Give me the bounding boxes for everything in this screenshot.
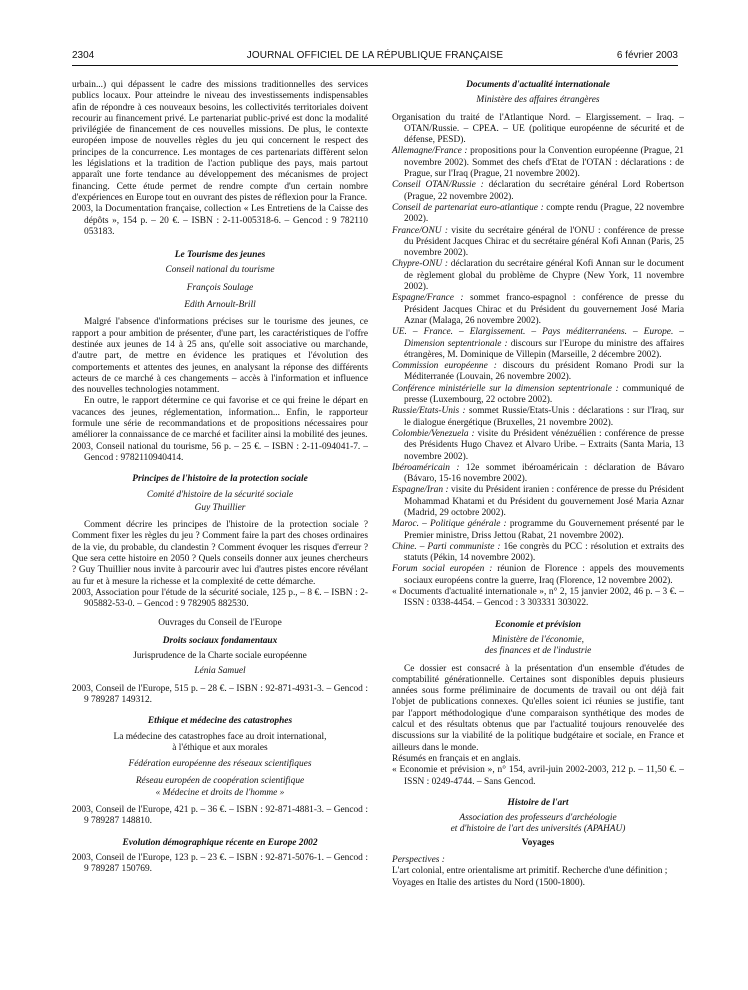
protection-title: Principes de l'histoire de la protection sociale	[132, 474, 308, 485]
docs-entry	[392, 485, 684, 519]
docs-entry-text: 12e sommet ibéroaméricain : déclaration de Bávaro (Bávaro, 15-16 novembre 2002).	[404, 462, 685, 485]
docs-entry-label: Colombie/Venezuela :	[392, 428, 475, 439]
publication-date: 6 février 2003	[616, 50, 678, 61]
docs-entry-label: Allemagne/France :	[392, 146, 468, 157]
docs-entry	[392, 226, 684, 260]
docs-entry-label: Chypre-ONU :	[392, 259, 449, 270]
droits-subtitle: Jurisprudence de la Charte sociale européenne	[133, 651, 307, 662]
evolution-title: Evolution démographique récente en Europe 2002	[122, 837, 318, 848]
docs-entry-text: 16e congrès du PCC : résolution et extraits des statuts (Pékin, 14 novembre 2002).	[404, 541, 684, 564]
docs-entry	[392, 519, 684, 542]
docs-entry-text: réunion de Florence : appels des mouvements sociaux européens contre la guerre, Iraq (Florence, 12 novembre 2002).	[404, 564, 684, 586]
docs-entry-text: visite du Président vénézuélien : conférence de presse des Présidents Hugo Chavez et Alvaro Uribe. – Extraits (Santa Maria, 13 novembre 2002).	[404, 428, 684, 462]
ethique-title: Ethique et médecine des catastrophes	[147, 716, 293, 727]
docs-entry	[392, 113, 684, 147]
docs-entry-label: France/ONU :	[392, 225, 448, 236]
docs-entries	[392, 113, 684, 587]
docs-title: Documents d'actualité internationale	[466, 80, 610, 90]
protection-org: Comité d'histoire de la sécurité sociale	[146, 489, 294, 500]
right-column	[392, 80, 684, 889]
tourisme-org: Conseil national du tourisme	[165, 265, 275, 276]
docs-entry-label: Conseil de partenariat euro-atlantique :	[392, 202, 544, 213]
docs-entry	[392, 293, 684, 327]
droits-author: Lénia Samuel	[194, 666, 246, 677]
docs-entry-label: Forum social européen :	[392, 564, 493, 575]
docs-entry-text: discours du président Romano Prodi sur la Méditerranée (Louvain, 26 novembre 2002).	[404, 361, 684, 383]
ethique-subtitle-2: à l'éthique et aux morales	[172, 742, 268, 753]
docs-entry	[392, 384, 684, 407]
protection-reference: 2003, Association pour l'étude de la sécurité sociale, 125 p., – 8 €. – ISBN : 2-905882-53-0. – Gencod : 9 782905 882530.	[72, 587, 368, 610]
docs-entry-text: sommet Russie/Etats-Unis : déclarations : sur l'Iraq, sur le dialogue énergétique (Bruxelles, 21 novembre 2002).	[404, 406, 684, 428]
docs-entry-text: programme du Gouvernement présenté par le Premier ministre, Driss Jettou (Rabat, 21 novembre 2002).	[404, 519, 684, 541]
docs-entry-label: Conseil OTAN/Russie :	[392, 180, 484, 191]
art-subtitle-2: et d'histoire de l'art des universités (APAHAU)	[450, 824, 626, 835]
ethique-org-2: Réseau européen de coopération scientifique	[135, 776, 305, 787]
docs-entry-text: propositions pour la Convention européenne (Prague, 21 novembre 2002). Sommet des chefs d'Etat de l'OTAN : déclarations : de Prague, sur l'Iraq (Prague, 21 novembre 2002).	[404, 146, 684, 180]
docs-entry-text: déclaration du secrétaire général Lord Robertson (Prague, 22 novembre 2002).	[404, 180, 684, 202]
ethique-subtitle-1: La médecine des catastrophes face au droit international,	[113, 731, 327, 742]
intro-reference: 2003, la Documentation française, collection « Les Entretiens de la Caisse des dépôts », 154 p. – 20 €. – ISBN : 2-11-005318-6. – Gencod : 9 782110 053183.	[72, 204, 368, 237]
economie-subtitle-2: des finances et de l'industrie	[484, 646, 592, 657]
evolution-reference: 2003, Conseil de l'Europe, 123 p. – 23 €. – ISBN : 92-871-5076-1. – Gencod : 9 789287 150769.	[72, 852, 368, 875]
tourisme-paragraph-1: Malgré l'absence d'informations précises sur le tourisme des jeunes, ce rapport a pour ambition de présenter, d'une part, les caractéristiques de l'offre destinée aux jeunes de 14 à 25 ans, qu'elle soit associative ou marchande, d'autre part, de mettre en évidence les pratiques et l'évolution des comportements et attentes des jeunes, en analysant la réponse des différents acteurs de ce marché à ces changements – accès à l'information et influence des nouvelles technologies notamment.	[72, 317, 368, 396]
ethique-org-1: Fédération européenne des réseaux scientifiques	[128, 759, 312, 770]
docs-entry-label: Conférence ministérielle sur la dimension septentrionale :	[392, 383, 619, 394]
docs-entry-text: Organisation du traité de l'Atlantique Nord. – Elargissement. – Iraq. – OTAN/Russie. – CPEA. – UE (politique européenne de sécurité et de défense, PESD).	[392, 112, 684, 146]
left-column	[72, 80, 368, 876]
docs-entry	[392, 406, 684, 429]
docs-entry	[392, 327, 684, 361]
docs-entry-label: Espagne/Iran :	[392, 485, 449, 496]
tourisme-paragraph-2: En outre, le rapport détermine ce qui favorise et ce qui freine le départ en vacances des jeunes, réglementation, information... Enfin, le rapporteur formule une série de recommandations et de propositions nécessaires pour améliorer la connaissance de ce marché et faciliter ainsi la mobilité des jeunes.	[72, 396, 368, 441]
docs-entry-label: UE. – France. – Elargissement. – Pays méditerranéens. – Europe. – Dimension septentrionale :	[392, 327, 684, 349]
ethique-org-3: « Médecine et droits de l'homme »	[155, 787, 285, 798]
docs-entry	[392, 203, 684, 226]
docs-subtitle: Ministère des affaires étrangères	[476, 95, 600, 106]
docs-entry	[392, 180, 684, 203]
page-number: 2304	[72, 50, 95, 61]
docs-entry	[392, 463, 684, 486]
droits-reference: 2003, Conseil de l'Europe, 515 p. – 28 €. – ISBN : 92-871-4931-3. – Gencod : 9 789287 149312.	[72, 683, 368, 705]
docs-entry	[392, 542, 684, 565]
intro-paragraph: urbain...) qui dépassent le cadre des missions traditionnelles des services publics locaux. Pour atteindre le niveau des investissements indispensables afin de répondre à ces nouveaux besoins, les collectivités territoriales doivent recourir au financement privé. Le partenariat public-privé est donc la modalité privilégiée de financement de ces nouvelles missions. De plus, le contexte européen impose de nouvelles règles du jeu qui concernent le respect des principes de la concurrence. Les montages de ces partenariats diffèrent selon les législations et la tradition de l'action publique des pays, mais partout apparaît une forte tendance au développement des mécanismes de project financing. Cette étude permet de rendre compte d'un certain nombre d'expériences en Europe tout en ouvrant des pistes de réflexion pour la France.	[72, 80, 368, 203]
art-subtitle-3: Voyages	[521, 837, 555, 848]
protection-author: Guy Thuillier	[194, 502, 246, 513]
economie-reference: « Economie et prévision », n° 154, avril-juin 2002-2003, 212 p. – 11,50 €. – ISSN : 0249-4744. – Sans Gencod.	[392, 765, 684, 787]
docs-entry-text: discours sur l'Europe du ministre des affaires étrangères, M. Dominique de Villepin (Marseille, 2 décembre 2002).	[404, 338, 684, 360]
docs-entry-label: Commission européenne :	[392, 361, 497, 372]
tourisme-title: Le Tourisme des jeunes	[174, 250, 266, 261]
docs-entry-text: visite du secrétaire général de l'ONU : conférence de presse du Président Jacques Chirac et du secrétaire général Kofi Annan (Paris, 25 novembre 2002).	[404, 225, 684, 259]
art-line-1: L'art colonial, entre orientalisme art primitif. Recherche d'une définition ;	[392, 866, 668, 877]
economie-resume: Résumés en français et en anglais.	[392, 753, 521, 764]
art-perspectives: Perspectives :	[392, 855, 445, 865]
art-subtitle-1: Association des professeurs d'archéologie	[459, 813, 617, 824]
docs-entry-label: Ibéroaméricain :	[392, 462, 460, 473]
docs-entry-text: déclaration du secrétaire général Kofi Annan sur le document de règlement global du problème de Chypre (New York, 11 novembre 2002).	[404, 259, 684, 293]
header-rule	[72, 65, 678, 66]
tourisme-reference: 2003, Conseil national du tourisme, 56 p. – 25 €. – ISBN : 2-11-094041-7. – Gencod : 9782110940414.	[72, 441, 368, 463]
tourisme-author-2: Edith Arnoult-Brill	[184, 300, 256, 311]
art-line-2: Voyages en Italie des artistes du Nord (1500-1800).	[392, 877, 586, 888]
docs-entry-text: compte rendu (Prague, 22 novembre 2002).	[404, 202, 684, 225]
journal-title: JOURNAL OFFICIEL DE LA RÉPUBLIQUE FRANÇAISE	[246, 50, 504, 61]
docs-entry-text: communiqué de presse (Luxembourg, 22 octobre 2002).	[404, 383, 684, 406]
docs-reference: « Documents d'actualité internationale », n° 2, 15 janvier 2002, 46 p. – 3 €. – ISSN : 0338-4454. – Gencod : 3 303331 303022.	[392, 587, 684, 609]
economie-paragraph: Ce dossier est consacré à la présentation d'un ensemble d'études de comptabilité générationnelle. Certaines sont disponibles depuis plusieurs années sous forme préliminaire de documents de travail ou ont déjà fait l'objet de publications connexes. Qu'elles soient ici réunies se justifie, tant par l'apport méthodologique d'une comparaison synthétique des modes de calcul et des résultats obtenus que par l'actualité toujours renouvelée des discussions sur la viabilité de la politique budgétaire et sociale, en France et ailleurs dans le monde.	[392, 663, 684, 753]
docs-entry-text: sommet franco-espagnol : conférence de presse du Président Jacques Chirac et du Président du gouvernement José Maria Aznar (Malaga, 26 novembre 2002).	[404, 293, 684, 326]
art-title: Histoire de l'art	[507, 797, 569, 808]
economie-title: Economie et prévision	[495, 619, 581, 630]
docs-entry	[392, 259, 684, 293]
docs-entry-label: Chine. – Parti communiste :	[392, 541, 501, 552]
docs-entry	[392, 564, 684, 587]
droits-title: Droits sociaux fondamentaux	[162, 635, 278, 646]
docs-entry	[392, 429, 684, 463]
ethique-reference: 2003, Conseil de l'Europe, 421 p. – 36 €. – ISBN : 92-871-4881-3. – Gencod : 9 789287 148810.	[72, 805, 368, 827]
docs-entry	[392, 146, 684, 180]
docs-entry-label: Espagne/France :	[392, 293, 464, 304]
docs-entry-label: Maroc. – Politique générale :	[392, 519, 507, 530]
docs-entry	[392, 361, 684, 384]
economie-subtitle-1: Ministère de l'économie,	[492, 634, 584, 645]
page-header	[72, 50, 678, 64]
docs-entry-text: visite du Président iranien : conférence de presse du Président Mohammad Khatami et du Président du gouvernement José Maria Aznar (Madrid, 29 octobre 2002).	[404, 485, 684, 518]
europe-heading: Ouvrages du Conseil de l'Europe	[158, 618, 282, 629]
docs-entry-label: Russie/Etats-Unis :	[392, 406, 466, 417]
protection-paragraph: Comment décrire les principes de l'histoire de la protection sociale ? Comment fixer les règles du jeu ? Comment faire la part des choses ordinaires de la vie, du probable, du clandestin ? Comment évoquer les risques d'erreur ? Que sera cette histoire en 2050 ? Quels conseils donner aux jeunes chercheurs ? Guy Thuillier nous invite à parcourir avec lui d'autres pistes encore révélant au fur et à mesure la richesse et la complexité de cette démarche.	[72, 520, 368, 587]
tourisme-author-1: François Soulage	[186, 282, 254, 293]
